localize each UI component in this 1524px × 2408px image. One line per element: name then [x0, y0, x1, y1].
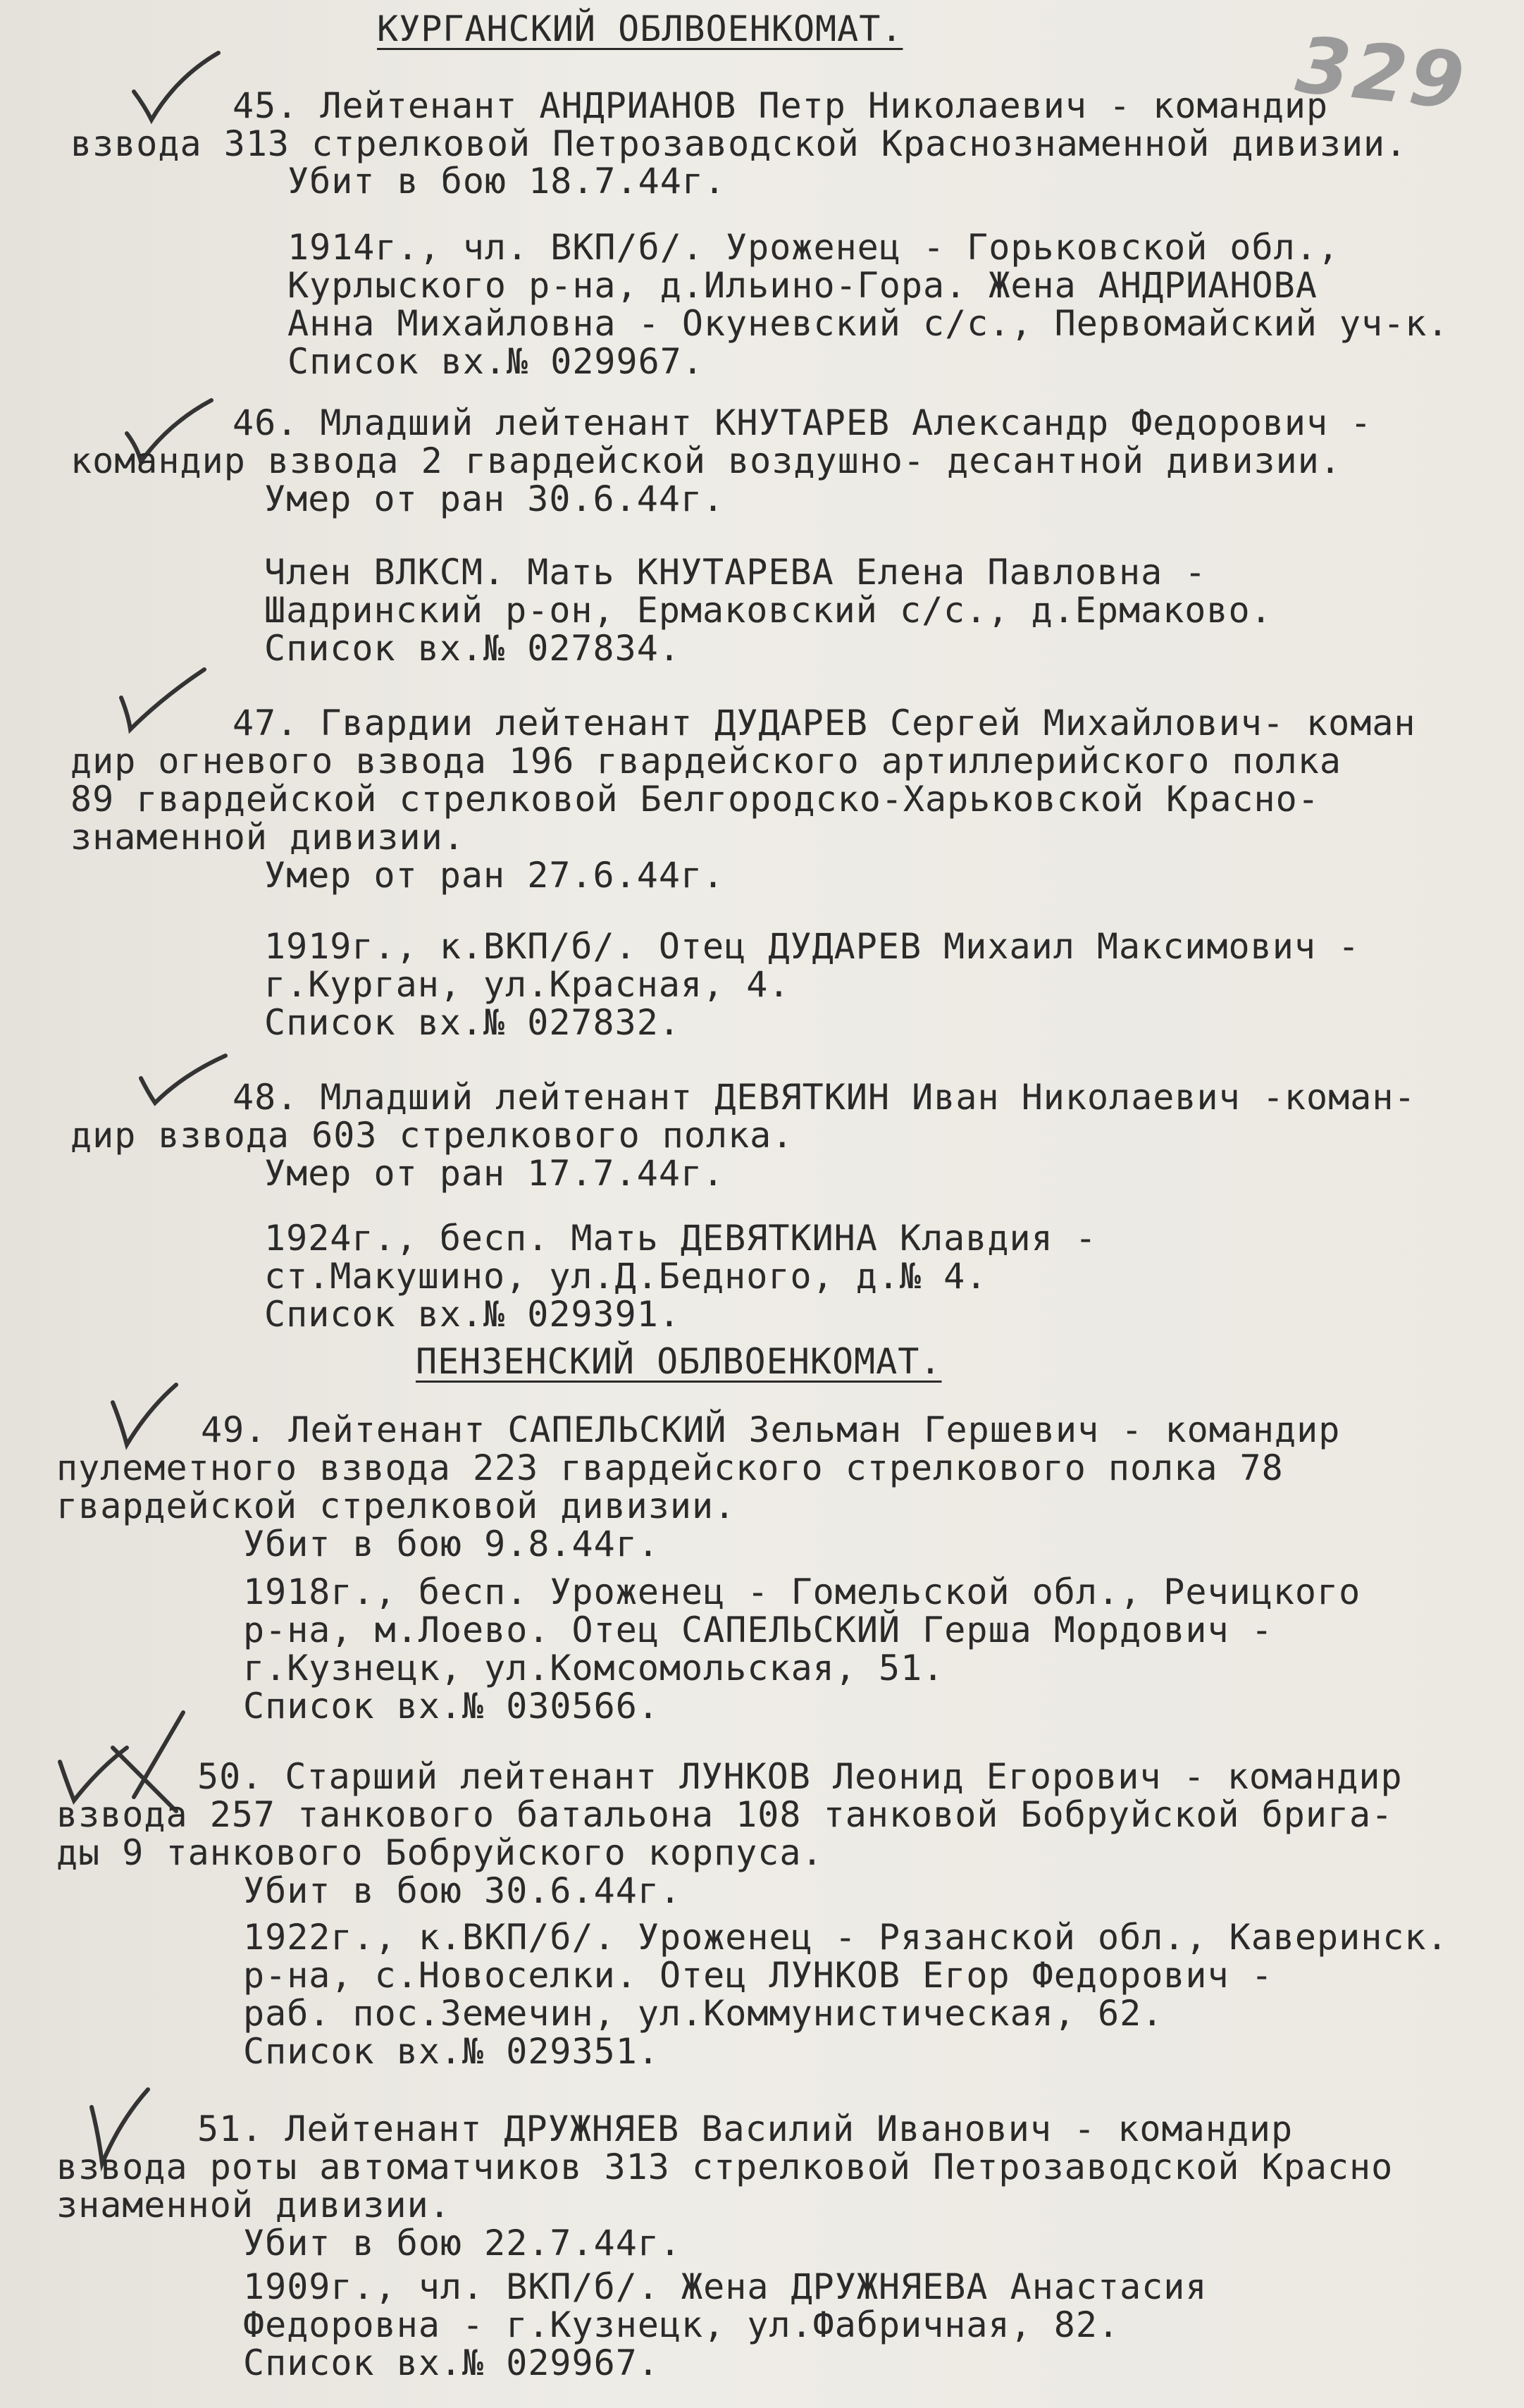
entry-47-line-3: 89 гвардейской стрелковой Белгородско-Харьковской Красно- [70, 779, 1320, 820]
entry-45-line-2: взвода 313 стрелковой Петрозаводской Краснознаменной дивизии. [70, 123, 1408, 164]
entry-46-line-6: Список вх.№ 027834. [264, 628, 681, 669]
entry-50-line-4: Убит в бою 30.6.44г. [243, 1870, 682, 1911]
entry-48-line-6: Список вх.№ 029391. [264, 1294, 681, 1335]
checkmark-icon [113, 662, 211, 740]
entry-45-line-7: Список вх.№ 029967. [287, 341, 704, 382]
entry-51-line-6: Федоровна - г.Кузнецк, ул.Фабричная, 82. [243, 2304, 1120, 2345]
entry-49-line-3: гвардейской стрелковой дивизии. [56, 1486, 736, 1526]
entry-48-line-1: 48. Младший лейтенант ДЕВЯТКИН Иван Николаевич -коман- [233, 1077, 1416, 1118]
entry-49-line-7: г.Кузнецк, ул.Комсомольская, 51. [243, 1648, 945, 1688]
entry-46-line-3: Умер от ран 30.6.44г. [264, 478, 725, 519]
entry-47-line-5: Умер от ран 27.6.44г. [264, 855, 725, 896]
entry-49-line-5: 1918г., бесп. Уроженец - Гомельской обл., Речицкого [243, 1572, 1361, 1612]
entry-45-line-4: 1914г., чл. ВКП/б/. Уроженец - Горьковской обл., [287, 227, 1339, 268]
entry-47-line-7: г.Курган, ул.Красная, 4. [264, 964, 791, 1005]
entry-48-line-2: дир взвода 603 стрелкового полка. [70, 1115, 794, 1156]
entry-50-line-2: взвода 257 танкового батальона 108 танковой Бобруйской брига- [56, 1794, 1394, 1835]
section-heading-penza: ПЕНЗЕНСКИЙ ОБЛВОЕНКОМАТ. [416, 1341, 942, 1382]
checkmark-icon [127, 49, 225, 127]
checkmark-icon [134, 1050, 233, 1113]
entry-49-line-4: Убит в бою 9.8.44г. [243, 1524, 659, 1564]
entry-47-line-4: знаменной дивизии. [70, 817, 465, 858]
entry-50-line-7: раб. пос.Земечин, ул.Коммунистическая, 62. [243, 1993, 1164, 2034]
entry-45-line-5: Курлыского р-на, д.Ильино-Гора. Жена АНДРИАНОВА [287, 265, 1318, 306]
entry-51-line-2: взвода роты автоматчиков 313 стрелковой Петрозаводской Красно [56, 2147, 1394, 2187]
entry-50-line-5: 1922г., к.ВКП/б/. Уроженец - Рязанской обл., Каверинск. [243, 1917, 1449, 1958]
entry-50-line-6: р-на, с.Новоселки. Отец ЛУНКОВ Егор Федорович - [243, 1955, 1273, 1996]
entry-51-line-4: Убит в бою 22.7.44г. [243, 2223, 682, 2264]
entry-49-line-1: 49. Лейтенант САПЕЛЬСКИЙ Зельман Гершевич - командир [201, 1409, 1341, 1450]
entry-48-line-3: Умер от ран 17.7.44г. [264, 1153, 725, 1194]
entry-47-line-8: Список вх.№ 027832. [264, 1002, 681, 1043]
entry-50-line-3: ды 9 танкового Бобруйского корпуса. [56, 1832, 824, 1873]
entry-48-line-5: ст.Макушино, ул.Д.Бедного, д.№ 4. [264, 1256, 988, 1297]
entry-51-line-3: знаменной дивизии. [56, 2185, 451, 2225]
entry-45-line-1: 45. Лейтенант АНДРИАНОВ Петр Николаевич - командир [233, 85, 1329, 126]
entry-45-line-3: Убит в бою 18.7.44г. [287, 161, 726, 202]
section-heading-kurgan: КУРГАНСКИЙ ОБЛВОЕНКОМАТ. [377, 8, 903, 49]
entry-46-line-1: 46. Младший лейтенант КНУТАРЕВ Александр Федорович - [233, 402, 1373, 443]
entry-51-line-7: Список вх.№ 029967. [243, 2342, 659, 2383]
entry-51-line-5: 1909г., чл. ВКП/б/. Жена ДРУЖНЯЕВА Анастасия [243, 2266, 1208, 2307]
entry-49-line-8: Список вх.№ 030566. [243, 1686, 659, 1727]
entry-46-line-5: Шадринский р-он, Ермаковский с/с., д.Ермаково. [264, 590, 1272, 631]
entry-46-line-4: Член ВЛКСМ. Мать КНУТАРЕВА Елена Павловна - [264, 552, 1207, 593]
archive-page-number: 329 [1291, 19, 1471, 128]
entry-50-line-1: 50. Старший лейтенант ЛУНКОВ Леонид Егорович - командир [197, 1756, 1403, 1797]
entry-47-line-1: 47. Гвардии лейтенант ДУДАРЕВ Сергей Михайлович- коман [233, 703, 1416, 743]
entry-49-line-6: р-на, м.Лоево. Отец САПЕЛЬСКИЙ Герша Мордович - [243, 1610, 1273, 1650]
entry-47-line-6: 1919г., к.ВКП/б/. Отец ДУДАРЕВ Михаил Максимович - [264, 926, 1361, 967]
entry-48-line-4: 1924г., бесп. Мать ДЕВЯТКИНА Клавдия - [264, 1218, 1097, 1259]
entry-45-line-6: Анна Михайловна - Окуневский с/с., Первомайский уч-к. [287, 303, 1449, 344]
entry-50-line-8: Список вх.№ 029351. [243, 2031, 659, 2072]
entry-51-line-1: 51. Лейтенант ДРУЖНЯЕВ Василий Иванович - командир [197, 2108, 1294, 2149]
entry-47-line-2: дир огневого взвода 196 гвардейского артиллерийского полка [70, 741, 1342, 782]
entry-46-line-2: командир взвода 2 гвардейской воздушно- десантной дивизии. [70, 440, 1342, 481]
entry-49-line-2: пулеметного взвода 223 гвардейского стрелкового полка 78 [56, 1447, 1284, 1488]
